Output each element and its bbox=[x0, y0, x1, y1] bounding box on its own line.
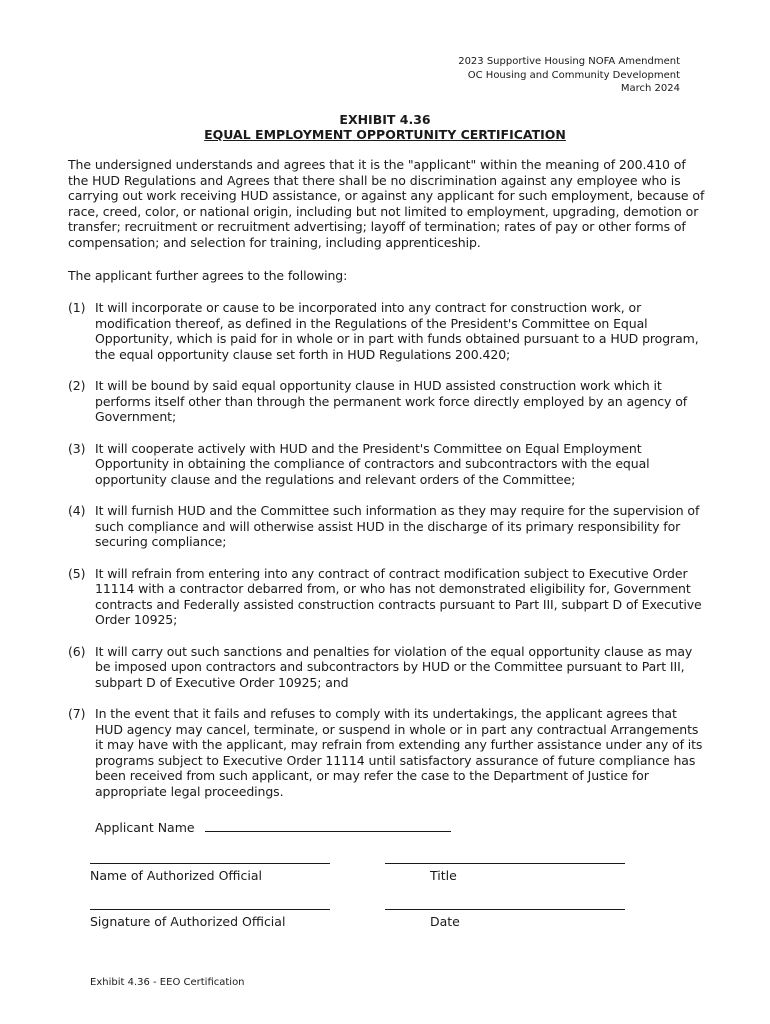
signature-label: Signature of Authorized Official bbox=[90, 914, 286, 929]
signature-block bbox=[90, 897, 330, 929]
list-item bbox=[68, 644, 708, 691]
date-field[interactable] bbox=[385, 897, 625, 910]
item-text: It will be bound by said equal opportunity clause in HUD assisted construction work which it performs itself other than through the permanent work force directly employed by an agency of Government; bbox=[95, 378, 688, 424]
list-item bbox=[68, 300, 708, 362]
item-text: In the event that it fails and refuses to comply with its undertakings, the applicant agrees that HUD agency may cancel, terminate, or suspend in whole or in part any contractual Arrangements it may have with the applicant, may refrain from extending any further assistance under any of its programs subject to Executive Order 11114 until satisfactory assurance of future compliance has been received from such applicant, or may refer the case to the Department of Justice for appropriate legal proceedings. bbox=[95, 706, 703, 799]
item-number: (4) bbox=[68, 503, 86, 518]
official-name-label: Name of Authorized Official bbox=[90, 868, 262, 883]
document-title bbox=[0, 112, 770, 142]
item-text: It will cooperate actively with HUD and the President's Committee on Equal Employment Opportunity in obtaining the compliance of contractors and subcontractors with the equal opportunity clause and the regulations and relevant orders of the Committee; bbox=[95, 440, 650, 487]
item-text: It will furnish HUD and the Committee such information as they may require for the supervision of such compliance and will otherwise assist HUD in the discharge of its primary responsibility for securing compliance; bbox=[95, 503, 700, 549]
title-field[interactable] bbox=[385, 851, 625, 864]
signature-field[interactable] bbox=[90, 897, 330, 910]
agreement-list bbox=[68, 300, 708, 815]
further-agrees-paragraph: The applicant further agrees to the following: bbox=[68, 268, 348, 283]
item-number: (1) bbox=[68, 300, 86, 315]
applicant-name-field[interactable] bbox=[205, 819, 451, 832]
list-item bbox=[68, 441, 708, 488]
list-item bbox=[68, 706, 708, 799]
list-item bbox=[68, 566, 708, 628]
official-name-field[interactable] bbox=[90, 851, 330, 864]
applicant-name-row bbox=[95, 819, 451, 835]
item-number: (7) bbox=[68, 706, 86, 721]
intro-paragraph: The undersigned understands and agrees that it is the "applicant" within the meaning of 200.410 of the HUD Regulations and Agrees that there shall be no discrimination against any employee who is carrying out work receiving HUD assistance, or against any applicant for such employment, because of race, creed, color, or national origin, including but not limited to employment, upgrading, demotion or transfer; recruitment or recruitment advertising; layoff of termination; rates of pay or other forms of compensation; and selection for training, including apprenticeship. bbox=[68, 157, 705, 250]
item-number: (2) bbox=[68, 378, 86, 393]
item-number: (5) bbox=[68, 565, 86, 581]
title-label: Title bbox=[430, 868, 457, 883]
document-header bbox=[458, 55, 680, 96]
page-footer: Exhibit 4.36 - EEO Certification bbox=[90, 977, 245, 988]
header-line-nofa: 2023 Supportive Housing NOFA Amendment bbox=[458, 56, 680, 67]
header-line-agency: OC Housing and Community Development bbox=[467, 69, 680, 81]
item-text: It will refrain from entering into any contract of contract modification subject to Executive Order 11114 with a contractor debarred from, or who has not demonstrated eligibility for, Government contracts and Federally assisted construction contracts pursuant to Part III, subpart D of Executive Order 10925; bbox=[95, 565, 702, 627]
exhibit-number: EXHIBIT 4.36 bbox=[339, 112, 431, 127]
header-line-date: March 2024 bbox=[620, 83, 680, 94]
date-block bbox=[385, 897, 625, 929]
item-number: (3) bbox=[68, 440, 86, 456]
list-item bbox=[68, 378, 708, 425]
official-name-block bbox=[90, 851, 330, 883]
applicant-name-label: Applicant Name bbox=[95, 820, 195, 835]
list-item bbox=[68, 503, 708, 550]
date-label: Date bbox=[430, 914, 460, 929]
title-block-field bbox=[385, 851, 625, 883]
certification-title: EQUAL EMPLOYMENT OPPORTUNITY CERTIFICATION bbox=[204, 127, 566, 142]
item-text: It will carry out such sanctions and penalties for violation of the equal opportunity clause as may be imposed upon contractors and subcontractors by HUD or the Committee pursuant to Part III, subpart D of Executive Order 10925; and bbox=[95, 643, 693, 690]
item-number: (6) bbox=[68, 643, 86, 659]
item-text: It will incorporate or cause to be incorporated into any contract for construction work, or modification thereof, as defined in the Regulations of the President's Committee on Equal Opportunity, which is paid for in whole or in part with funds obtained pursuant to a HUD program, the equal opportunity clause set forth in HUD Regulations 200.420; bbox=[95, 300, 699, 362]
